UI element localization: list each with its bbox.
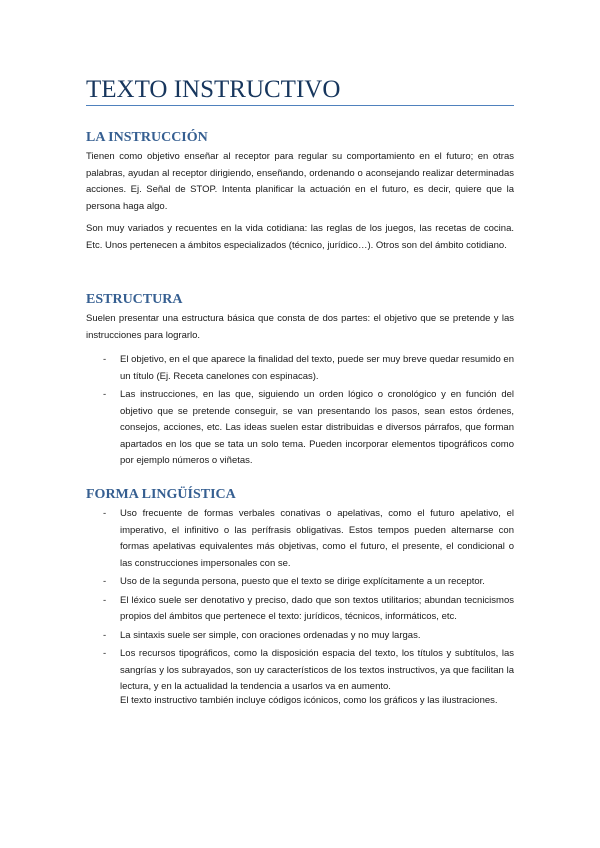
dash-bullet: - (103, 389, 107, 400)
title-underline (86, 105, 514, 106)
dash-bullet: - (103, 354, 107, 365)
page-title: TEXTO INSTRUCTIVO (86, 76, 341, 103)
list-item-text: El objetivo, en el que aparece la finalidad del texto, puede ser muy breve quedar resumido en un título (Ej. Receta canelones con espinacas). (120, 354, 514, 382)
estructura-list (86, 352, 514, 472)
list-item (86, 387, 514, 470)
forma-list (86, 506, 514, 698)
list-item (86, 593, 514, 626)
list-item (86, 574, 514, 591)
list-item-text: El léxico suele ser denotativo y preciso, dado que son textos utilitarios; abundan tecnicismos propios del ámbitos que pertenece el texto: jurídicos, técnicos, informáticos, etc. (120, 594, 514, 622)
list-item-text: La sintaxis suele ser simple, con oraciones ordenadas y no muy largas. (120, 629, 421, 641)
list-item (86, 506, 514, 572)
list-item-text: Los recursos tipográficos, como la disposición espacia del texto, los títulos y subtítulos, las sangrías y los subrayados, son uy característicos de los textos instructivos, ya que facilitan la lectura, y en la actualidad la tendencia a usarlos va en aumento. (120, 648, 514, 692)
heading-estructura: ESTRUCTURA (86, 292, 183, 307)
paragraph-forma-closing: El texto instructivo también incluye códigos icónicos, como los gráficos y las ilustraciones. (120, 695, 498, 706)
heading-instruccion: LA INSTRUCCIÓN (86, 130, 208, 145)
heading-forma-linguistica: FORMA LINGÜÍSTICA (86, 487, 236, 502)
list-item (86, 646, 514, 696)
list-item-text: Uso frecuente de formas verbales conativas o apelativas, como el futuro apelativo, el imperativo, el infinitivo o las perífrasis obligativas. Estos tempos pueden alternarse con formas apelativas equivalentes más objetivas, como el futuro, el presente, el condicional o las construcciones impersonales con se. (120, 508, 514, 569)
list-item-text: Uso de la segunda persona, puesto que el texto se dirige explícitamente a un receptor. (120, 576, 485, 587)
list-item (86, 628, 514, 645)
dash-bullet: - (103, 648, 107, 659)
paragraph-estructura-intro: Suelen presentar una estructura básica que consta de dos partes: el objetivo que se pretende y las instrucciones para lograrlo. (86, 313, 514, 341)
dash-bullet: - (103, 594, 107, 606)
list-item-text: Las instrucciones, en las que, siguiendo un orden lógico o cronológico y en función del objetivo que se pretende conseguir, se van presentando los pasos, sean estos órdenes, consejos, acciones, etc. Las ideas suelen estar distribuidas e diversos párrafos, que forman apartados en los que se tata un solo tema. Pueden incorporar elementos tipográficos como por ejemplo números o viñetas. (120, 389, 514, 466)
dash-bullet: - (103, 576, 107, 587)
paragraph-instruccion-1: Tienen como objetivo enseñar al receptor para regular su comportamiento en el futuro; en otras palabras, ayudan al receptor dirigiendo, enseñando, ordenando o aconsejando realizar determinadas acciones. Ej. Señal de STOP. Intenta planificar la actuación en el futuro, es decir, quiere que la persona haga algo. (86, 151, 514, 212)
list-item (86, 352, 514, 385)
dash-bullet: - (103, 629, 107, 641)
dash-bullet: - (103, 508, 107, 519)
paragraph-instruccion-2: Son muy variados y recuentes en la vida cotidiana: las reglas de los juegos, las recetas de cocina. Etc. Unos pertenecen a ámbitos especializados (técnico, jurídico…). Otros son del ámbito cotidiano. (86, 223, 514, 251)
